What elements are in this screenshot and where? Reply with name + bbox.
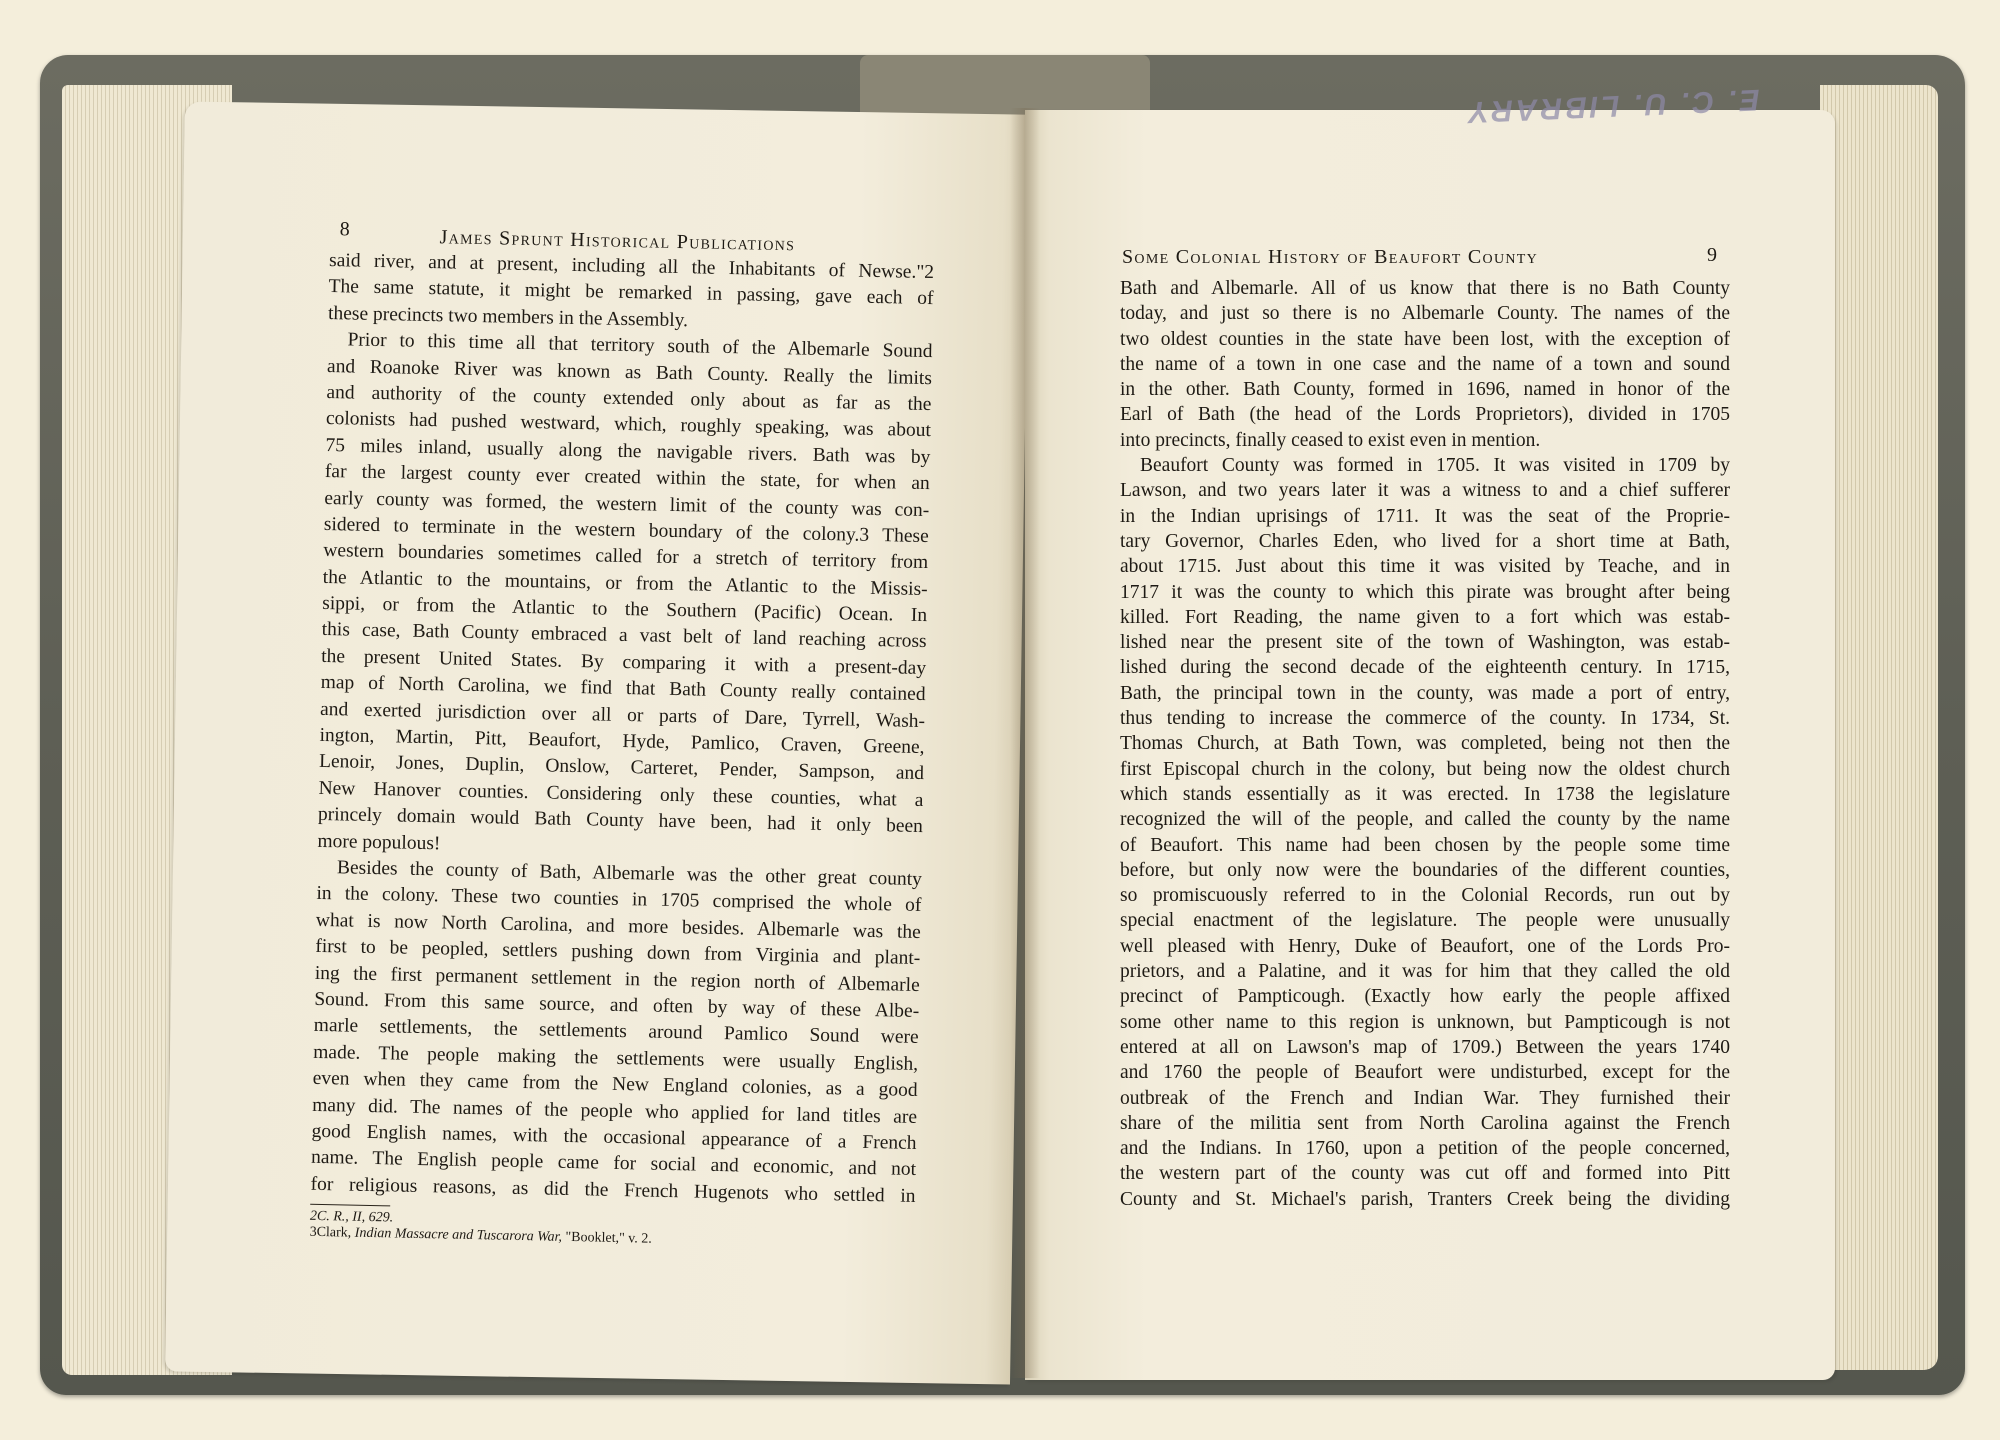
text-line: 75 miles inland, usually along the navigable rivers. Bath was by bbox=[325, 434, 931, 468]
text-line: sidered to terminate in the western boundary of the colony.3 These bbox=[323, 513, 929, 547]
text-line: Lenoir, Jones, Duplin, Onslow, Carteret, Pender, Sampson, and bbox=[318, 751, 925, 785]
left-running-title: James Sprunt Historical Publications bbox=[439, 226, 796, 256]
text-line: well pleased with Henry, Duke of Beaufort, one of the Lords Pro- bbox=[1120, 935, 1730, 957]
text-line: and authority of the county extended only about as far as the bbox=[326, 381, 932, 416]
text-line: in the other. Bath County, formed in 1696, named in honor of the bbox=[1120, 379, 1730, 401]
text-line: so promiscuously referred to in the Colonial Records, run out by bbox=[1120, 885, 1730, 907]
text-line: tary Governor, Charles Eden, who lived for a short time at Bath, bbox=[1120, 530, 1730, 552]
text-line: before, but only now were the boundaries of the different counties, bbox=[1120, 859, 1730, 881]
text-line: the western part of the county was cut off and formed into Pitt bbox=[1120, 1163, 1730, 1185]
text-line: special enactment of the legislature. The people were unusually bbox=[1120, 910, 1730, 932]
text-line: of Beaufort. This name had been chosen by the people some time bbox=[1120, 834, 1730, 856]
text-line: the Atlantic to the mountains, or from the Atlantic to the Missis- bbox=[322, 566, 928, 600]
text-line: the present United States. By comparing it with a present-day bbox=[320, 645, 927, 679]
left-body-text bbox=[310, 248, 934, 1210]
left-page-number: 8 bbox=[339, 218, 352, 241]
text-line: outbreak of the French and Indian War. They furnished their bbox=[1120, 1087, 1730, 1109]
footnote-2-title: Indian Massacre and Tuscarora War, bbox=[354, 1225, 563, 1245]
text-line: about 1715. Just about this time it was visited by Teache, and in bbox=[1120, 556, 1730, 578]
text-line: today, and just so there is no Albemarle County. The names of the bbox=[1120, 303, 1730, 325]
text-line: 1717 it was the county to which this pirate was brought after being bbox=[1120, 581, 1730, 603]
footnote-2-prefix: 3Clark, bbox=[309, 1224, 355, 1241]
footnote-2-suffix: "Booklet," v. 2. bbox=[561, 1229, 652, 1247]
text-line: precinct of Pampticough. (Exactly how early the people affixed bbox=[1120, 986, 1730, 1008]
text-line: into precincts, finally ceased to exist even in mention. bbox=[1120, 429, 1541, 451]
text-line: Sound. From this same source, and often by way of these Albe- bbox=[314, 988, 920, 1022]
text-line: early county was formed, the western limit of the county was con- bbox=[324, 487, 930, 521]
text-line: for religious reasons, as did the French Hugenots who settled in bbox=[310, 1173, 916, 1207]
footnote-1: 2C. R., II, 629. bbox=[309, 1208, 394, 1226]
text-line: Prior to this time all that territory south of the Albemarle Sound bbox=[347, 329, 933, 363]
right-page-number: 9 bbox=[1707, 244, 1719, 266]
text-line: western boundaries sometimes called for a stretch of territory from bbox=[323, 540, 929, 574]
text-line: many did. The names of the people who applied for land titles are bbox=[311, 1094, 918, 1128]
text-line: the name of a town in one case and the name of a town and sound bbox=[1120, 353, 1730, 375]
text-line: these precincts two members in the Assembly. bbox=[327, 302, 689, 331]
book-spine bbox=[860, 55, 1150, 115]
text-line: two oldest counties in the state have been lost, with the exception of bbox=[1120, 328, 1730, 350]
text-line: princely domain would Bath County have been, had it only been bbox=[317, 804, 924, 838]
library-stamp: E. C. U. LIBRARY bbox=[1465, 82, 1761, 129]
text-line: and the Indians. In 1760, upon a petition of the people concerned, bbox=[1120, 1138, 1730, 1160]
text-line: Besides the county of Bath, Albemarle was the other great county bbox=[336, 857, 923, 890]
right-running-head bbox=[1120, 246, 1730, 276]
text-line: even when they came from the New England colonies, as a good bbox=[312, 1067, 918, 1102]
text-line: first to be peopled, settlers pushing down from Virginia and plant- bbox=[315, 936, 921, 970]
text-line: ing the first permanent settlement in the region north of Albemarle bbox=[314, 962, 920, 996]
text-line: marle settlements, the settlements around Pamlico Sound were bbox=[313, 1015, 919, 1049]
page-gutter bbox=[1010, 108, 1040, 1378]
text-line: lished near the present site of the town of Washington, was estab- bbox=[1120, 632, 1730, 654]
text-line: in the Indian uprisings of 1711. It was the seat of the Proprie- bbox=[1120, 505, 1730, 527]
text-line: said river, and at present, including all the Inhabitants of Newse."2 bbox=[328, 249, 935, 284]
text-line: some other name to this region is unknown, but Pampticough is not bbox=[1120, 1011, 1730, 1033]
text-line: in the colony. These two counties in 1705 comprised the whole of bbox=[316, 883, 922, 917]
text-line: far the largest county ever created within the state, for when an bbox=[324, 461, 930, 495]
text-line: entered at all on Lawson's map of 1709.) Between the years 1740 bbox=[1120, 1036, 1730, 1058]
text-line: this case, Bath County embraced a vast belt of land reaching across bbox=[321, 619, 927, 653]
text-line: Thomas Church, at Bath Town, was completed, being not then the bbox=[1120, 733, 1730, 755]
text-line: thus tending to increase the commerce of the county. In 1734, St. bbox=[1120, 708, 1730, 730]
text-line: ington, Martin, Pitt, Beaufort, Hyde, Pamlico, Craven, Greene, bbox=[319, 724, 925, 759]
text-line: first Episcopal church in the colony, but being now the oldest church bbox=[1120, 758, 1730, 780]
page-edges-right bbox=[1820, 85, 1938, 1370]
left-page-content bbox=[309, 218, 934, 1253]
text-line: colonists had pushed westward, which, roughly speaking, was about bbox=[325, 408, 932, 442]
text-line: map of North Carolina, we find that Bath County really contained bbox=[320, 672, 926, 706]
text-line: Beaufort County was formed in 1705. It was visited in 1709 by bbox=[1140, 455, 1730, 477]
text-line: name. The English people came for social and economic, and not bbox=[310, 1147, 917, 1181]
text-line: killed. Fort Reading, the name given to a fort which was estab- bbox=[1120, 606, 1730, 628]
text-line: Bath, the principal town in the county, was made a port of entry, bbox=[1120, 682, 1730, 704]
text-line: and exerted jurisdiction over all or parts of Dare, Tyrrell, Wash- bbox=[319, 698, 926, 732]
text-line: good English names, with the occasional appearance of a French bbox=[311, 1120, 917, 1154]
text-line: County and St. Michael's parish, Tranters Creek being the dividing bbox=[1120, 1188, 1730, 1210]
text-line: sippi, or from the Atlantic to the Southern (Pacific) Ocean. In bbox=[322, 593, 928, 627]
text-line: more populous! bbox=[317, 830, 441, 854]
footnote-rule bbox=[310, 1204, 390, 1207]
text-line: Lawson, and two years later it was a witness to and a chief sufferer bbox=[1120, 480, 1730, 502]
right-running-title: Some Colonial History of Beaufort County bbox=[1122, 246, 1539, 268]
text-line: prietors, and a Palatine, and it was for him that they called the old bbox=[1120, 961, 1730, 983]
text-line: New Hanover counties. Considering only these counties, what a bbox=[318, 777, 924, 811]
right-body-text bbox=[1120, 276, 1730, 1212]
text-line: and 1760 the people of Beaufort were undisturbed, except for the bbox=[1120, 1062, 1730, 1084]
text-line: which stands essentially as it was erected. In 1738 the legislature bbox=[1120, 783, 1730, 805]
text-line: Bath and Albemarle. All of us know that there is no Bath County bbox=[1120, 278, 1730, 299]
text-line: recognized the will of the people, and called the county by the name bbox=[1120, 809, 1730, 831]
text-line: share of the militia sent from North Carolina against the French bbox=[1120, 1112, 1730, 1134]
text-line: made. The people making the settlements were usually English, bbox=[313, 1041, 919, 1075]
text-line: and Roanoke River was known as Bath County. Really the limits bbox=[326, 355, 933, 389]
right-page-content bbox=[1120, 246, 1730, 1212]
text-line: lished during the second decade of the eighteenth century. In 1715, bbox=[1120, 657, 1730, 679]
text-line: The same statute, it might be remarked in passing, gave each of bbox=[328, 276, 934, 310]
text-line: Earl of Bath (the head of the Lords Proprietors), divided in 1705 bbox=[1120, 404, 1730, 426]
text-line: what is now North Carolina, and more besides. Albemarle was the bbox=[315, 909, 921, 943]
